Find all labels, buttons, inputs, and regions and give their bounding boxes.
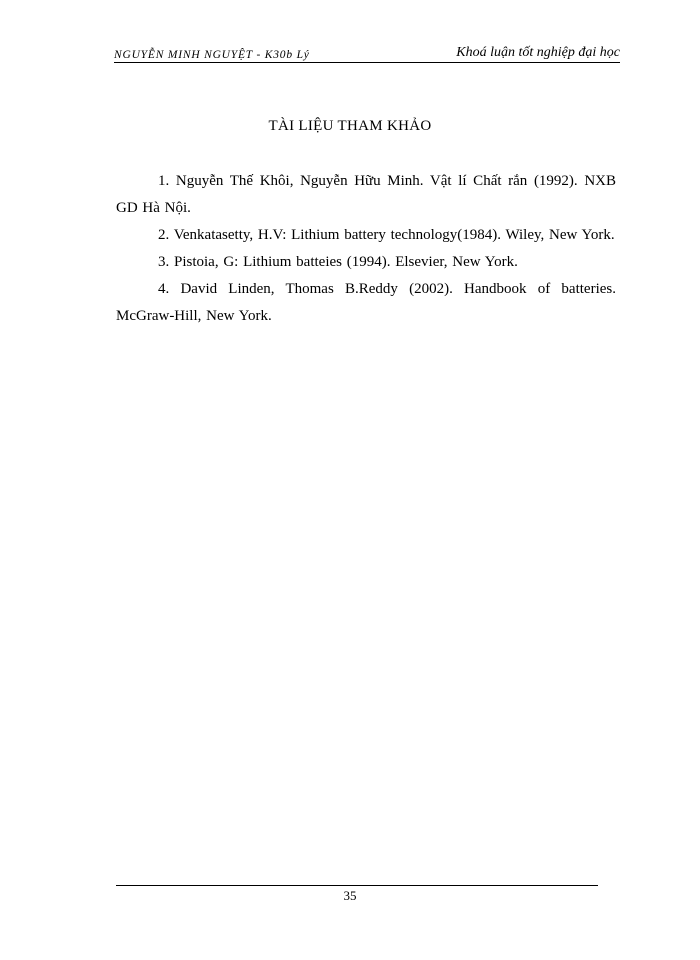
- reference-item-4: 4. David Linden, Thomas B.Reddy (2002). Handbook of batteries. McGraw-Hill, New York.: [116, 281, 616, 324]
- page-number: 35: [343, 888, 357, 903]
- reference-list: [116, 168, 616, 330]
- references-title: TÀI LIỆU THAM KHẢO: [268, 118, 432, 134]
- reference-item-3: 3. Pistoia, G: Lithium batteies (1994). Elsevier, New York.: [158, 254, 518, 270]
- reference-item-1: 1. Nguyễn Thế Khôi, Nguyễn Hữu Minh. Vật lí Chất rắn (1992). NXB GD Hà Nội.: [116, 173, 616, 216]
- reference-item-2: 2. Venkatasetty, H.V: Lithium battery technology(1984). Wiley, New York.: [158, 227, 615, 243]
- header-thesis-type: Khoá luận tốt nghiệp đại học: [456, 45, 620, 60]
- footer-divider: [116, 885, 598, 886]
- page-header: [114, 40, 620, 63]
- header-author: NGUYỄN MINH NGUYỆT - K30b Lý: [114, 49, 310, 61]
